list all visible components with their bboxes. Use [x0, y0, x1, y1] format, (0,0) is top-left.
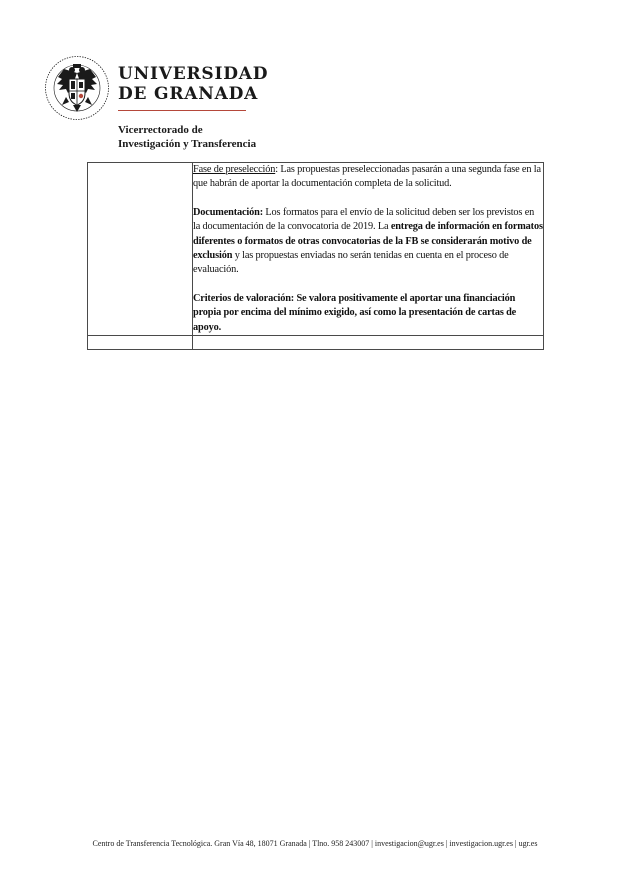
department-line1: Vicerrectorado de: [118, 124, 203, 136]
table-cell-empty: [88, 336, 193, 350]
documentation-bold: entrega de información en formatos diferentes o formatos de otras convocatorias de la FB se considerarán motivo de exclusión: [193, 221, 543, 262]
criteria-paragraph: [193, 292, 543, 335]
documentation-text-b: y las propuestas enviadas no serán tenidas en cuenta en el proceso de evaluación.: [193, 250, 509, 276]
university-seal-logo: [44, 55, 110, 121]
preselection-text: : Las propuestas preseleccionadas pasarán a una segunda fase en la que habrán de aportar la documentación completa de la solicitud.: [193, 164, 541, 190]
page-footer: Centro de Transferencia Tecnológica. Gran Vía 48, 18071 Granada | Tlno. 958 243007 | investigacion@ugr.es | investigacion.ugr.es | ugr.es: [92, 839, 538, 848]
department-line2: Investigación y Transferencia: [118, 138, 257, 150]
documentation-label: Documentación:: [193, 206, 263, 218]
documentation-text-a: Los formatos para el envío de la solicitud deben ser los previstos en la documentación de la convocatoria de 2019. La: [193, 206, 535, 233]
table-cell-empty: [88, 163, 193, 336]
table-row: [88, 163, 544, 336]
preselection-label: Fase de preselección: [193, 164, 276, 175]
university-name: [118, 64, 268, 104]
table-cell-empty: [193, 336, 544, 350]
preselection-paragraph: [193, 163, 543, 192]
university-name-line1: UNIVERSIDAD: [118, 64, 269, 84]
university-name-line2: DE GRANADA: [118, 84, 259, 104]
department-name: [118, 123, 256, 151]
header-divider: [118, 110, 246, 111]
documentation-paragraph: [193, 206, 543, 278]
table-cell-content: [193, 163, 544, 336]
content-table: [87, 162, 544, 350]
criteria-text: Criterios de valoración: Se valora positivamente el aportar una financiación propia por encima del mínimo exigido, así como la presentación de cartas de apoyo.: [193, 292, 517, 333]
table-row: [88, 336, 544, 350]
